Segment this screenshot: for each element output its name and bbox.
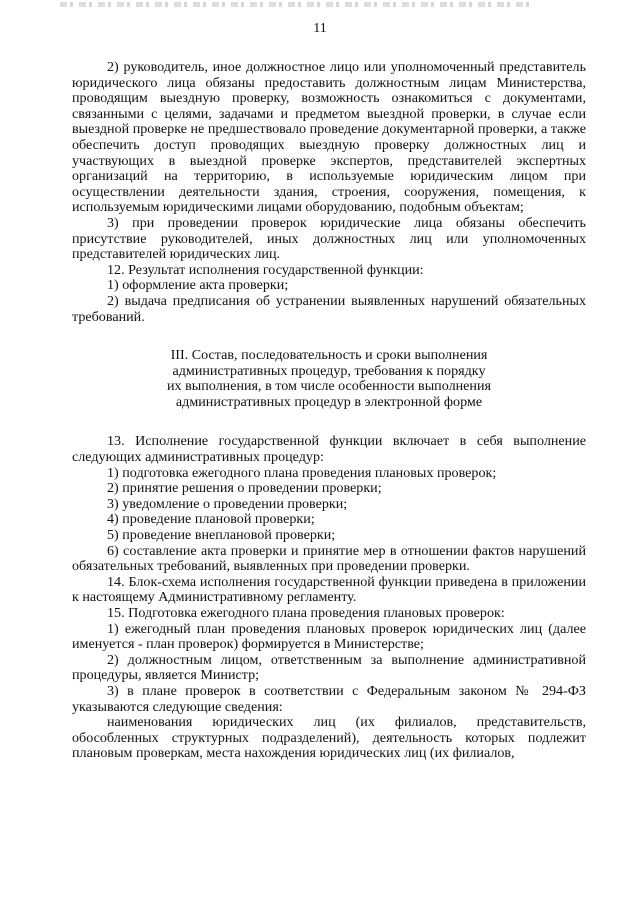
paragraph-15-entities: наименования юридических лиц (их филиалов, представительств, обособленных структурных подразделений), деятельность которых подлежит плановым проверкам, места нахождения юридических лиц (их филиалов, bbox=[72, 714, 586, 762]
section-heading bbox=[72, 348, 586, 410]
paragraph-13-sub-3: 3) уведомление о проведении проверки; bbox=[107, 495, 348, 512]
section-heading-line: административных процедур, требования к порядку bbox=[172, 362, 486, 379]
paragraph-12-sub-1: 1) оформление акта проверки; bbox=[107, 277, 289, 294]
paragraph-15-sub-3: 3) в плане проверок в соответствии с Федеральным законом № 294-ФЗ указываются следующие сведения: bbox=[72, 682, 586, 715]
paragraph-13-sub-5: 5) проведение внеплановой проверки; bbox=[107, 527, 336, 544]
paragraph-14-flowchart: 14. Блок-схема исполнения государственной функции приведена в приложении к настоящему Административному регламенту. bbox=[72, 573, 586, 606]
paragraph-13-sub-6: 6) составление акта проверки и принятие мер в отношении фактов нарушений обязательных требований, выявленных при проведении проверки. bbox=[72, 542, 586, 575]
section-heading-line: их выполнения, в том числе особенности выполнения bbox=[167, 378, 491, 395]
paragraph-item-3-presence: 3) при проведении проверок юридические лица обязаны обеспечить присутствие руководителей, иных должностных лиц или уполномоченных представителей юридических лиц. bbox=[72, 214, 586, 263]
paragraph-13-sub-1: 1) подготовка ежегодного плана проведения плановых проверок; bbox=[107, 464, 497, 481]
paragraph-12-result: 12. Результат исполнения государственной функции: bbox=[107, 261, 424, 278]
page-number: 11 bbox=[313, 21, 327, 36]
paragraph-13-sub-2: 2) принятие решения о проведении проверки; bbox=[107, 480, 382, 497]
paragraph-15-plan: 15. Подготовка ежегодного плана проведения плановых проверок: bbox=[107, 605, 505, 621]
paragraph-15-sub-1: 1) ежегодный план проведения плановых проверок юридических лиц (далее именуется - план проверок) формируется в Министерстве; bbox=[72, 620, 586, 653]
paragraph-13-procedures: 13. Исполнение государственной функции включает в себя выполнение следующих административных процедур: bbox=[72, 433, 586, 466]
scan-artifact-strip bbox=[60, 2, 530, 7]
paragraph-15-sub-2: 2) должностным лицом, ответственным за выполнение административной процедуры, является Министр; bbox=[72, 651, 586, 684]
document-body bbox=[72, 60, 586, 762]
paragraph-item-2-obligations: 2) руководитель, иное должностное лицо или уполномоченный представитель юридического лица обязаны предоставить должностным лицам Министерства, проводящим выездную проверку, возможность ознакомиться с документами, связанными с целями, задачами и предметом выездной проверки, в случае если выездной проверке не предшествовало проведение документарной проверки, а также обеспечить доступ проводящих выездную проверку должностных лиц и участвующих в выездной проверке экспертов, представителей экспертных организаций на территорию, в используемые юридическим лицом при осуществлении деятельности здания, строения, сооружения, помещения, к используемым юридическими лицами оборудованию, подобным объектам; bbox=[72, 59, 586, 216]
section-heading-line: III. Состав, последовательность и сроки выполнения bbox=[170, 347, 488, 364]
section-heading-line: административных процедур в электронной форме bbox=[175, 393, 483, 410]
paragraph-13-sub-4: 4) проведение плановой проверки; bbox=[107, 511, 315, 528]
paragraph-12-sub-2: 2) выдача предписания об устранении выявленных нарушений обязательных требований. bbox=[72, 292, 586, 325]
